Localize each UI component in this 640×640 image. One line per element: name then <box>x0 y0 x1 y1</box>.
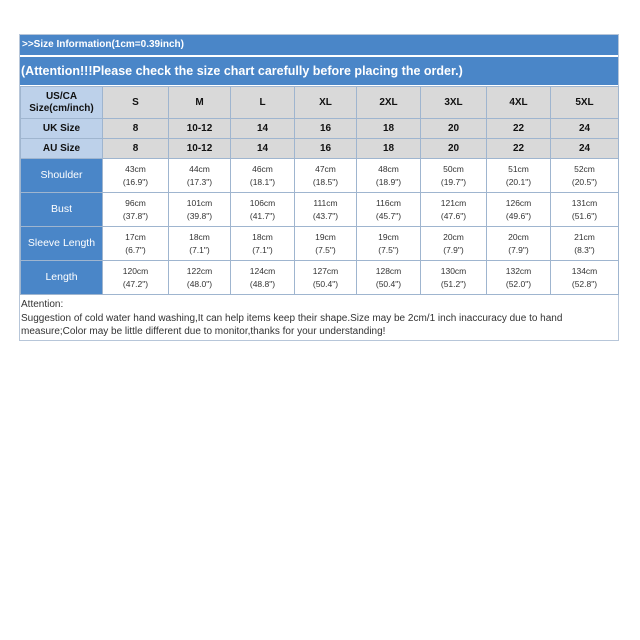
measure-label: Shoulder <box>21 159 103 193</box>
measure-cm: 127cm <box>312 265 339 276</box>
size-header-cell: L <box>231 87 295 119</box>
measure-cm: 43cm <box>125 163 146 174</box>
uk-size-cell: 8 <box>103 119 169 139</box>
note-body: Suggestion of cold water hand washing,It can help items keep their shape.Size may be 2cm/1 inch inaccuracy due to hand measure;Color may be little different due to monitor,thanks for your understanding! <box>21 312 563 337</box>
size-header-cell: 5XL <box>551 87 619 119</box>
size-header-row <box>21 87 619 119</box>
measure-inch: (7.1") <box>189 244 210 255</box>
size-header-cell: 4XL <box>487 87 551 119</box>
measure-cell <box>357 261 421 295</box>
measure-cm: 116cm <box>376 197 401 208</box>
measure-inch: (16.9") <box>122 176 149 187</box>
measure-cell <box>487 261 551 295</box>
measure-inch: (47.2") <box>122 278 149 289</box>
measure-cm: 131cm <box>571 197 598 208</box>
measure-cm: 51cm <box>508 163 529 174</box>
measure-cm: 120cm <box>122 265 149 276</box>
uk-size-row <box>21 119 619 139</box>
measure-cell <box>231 159 295 193</box>
au-size-row <box>21 139 619 159</box>
measure-inch: (37.8") <box>122 210 149 221</box>
measure-cell <box>231 193 295 227</box>
measure-row <box>21 159 619 193</box>
measure-cell <box>421 261 487 295</box>
measure-cell <box>487 159 551 193</box>
measure-cm: 101cm <box>186 197 213 208</box>
us-size-label-text: US/CA Size(cm/inch) <box>29 90 94 114</box>
measure-cell <box>487 193 551 227</box>
measure-cm: 96cm <box>125 197 146 208</box>
measure-cm: 44cm <box>189 163 210 174</box>
measure-cell <box>357 193 421 227</box>
measure-inch: (39.8") <box>186 210 213 221</box>
measure-cell <box>103 193 169 227</box>
measure-cm: 130cm <box>440 265 467 276</box>
uk-size-cell: 24 <box>551 119 619 139</box>
measure-cell <box>421 193 487 227</box>
measure-cm: 132cm <box>505 265 532 276</box>
measure-cm: 52cm <box>574 163 595 174</box>
measure-cm: 48cm <box>378 163 399 174</box>
measure-cell <box>169 159 231 193</box>
measure-inch: (7.1") <box>252 244 273 255</box>
uk-size-cell: 16 <box>295 119 357 139</box>
au-size-cell: 8 <box>103 139 169 159</box>
measure-inch: (18.5") <box>312 176 339 187</box>
measure-cell <box>551 193 619 227</box>
measure-cm: 19cm <box>378 231 399 242</box>
measure-cell <box>295 193 357 227</box>
measure-label: Sleeve Length <box>21 227 103 261</box>
measure-cm: 126cm <box>505 197 532 208</box>
measure-inch: (50.4") <box>375 278 402 289</box>
size-header-cell: M <box>169 87 231 119</box>
measure-cm: 18cm <box>252 231 273 242</box>
measure-inch: (51.6") <box>571 210 598 221</box>
measure-inch: (17.3") <box>186 176 213 187</box>
measure-cell <box>103 261 169 295</box>
measure-inch: (8.3") <box>574 244 595 255</box>
measure-inch: (20.5") <box>571 176 598 187</box>
size-chart <box>19 34 619 341</box>
size-header-cell: 2XL <box>357 87 421 119</box>
measure-cm: 18cm <box>189 231 210 242</box>
measure-cell <box>231 261 295 295</box>
measure-inch: (20.1") <box>505 176 532 187</box>
measure-inch: (6.7") <box>125 244 146 255</box>
au-size-cell: 22 <box>487 139 551 159</box>
measure-cell <box>169 193 231 227</box>
measure-cell <box>169 227 231 261</box>
measure-cell <box>551 261 619 295</box>
size-header-cell: 3XL <box>421 87 487 119</box>
measure-cm: 20cm <box>443 231 464 242</box>
size-header-cell: XL <box>295 87 357 119</box>
measure-cell <box>421 159 487 193</box>
measure-inch: (48.0") <box>186 278 213 289</box>
measure-cell <box>295 261 357 295</box>
measure-label: Bust <box>21 193 103 227</box>
size-header-cell: S <box>103 87 169 119</box>
measure-cell <box>295 227 357 261</box>
measure-inch: (7.5") <box>378 244 399 255</box>
measure-cm: 46cm <box>252 163 273 174</box>
au-size-cell: 14 <box>231 139 295 159</box>
uk-size-cell: 22 <box>487 119 551 139</box>
au-size-cell: 24 <box>551 139 619 159</box>
measure-inch: (7.9") <box>508 244 529 255</box>
measure-inch: (7.9") <box>443 244 464 255</box>
uk-size-cell: 20 <box>421 119 487 139</box>
measure-cell <box>357 227 421 261</box>
measure-inch: (50.4") <box>312 278 339 289</box>
measure-cm: 106cm <box>249 197 276 208</box>
measure-inch: (45.7") <box>375 210 402 221</box>
us-size-label <box>21 87 103 119</box>
measure-cell <box>295 159 357 193</box>
measure-inch: (51.2") <box>440 278 467 289</box>
measure-cell <box>231 227 295 261</box>
attention-banner: (Attention!!!Please check the size chart carefully before placing the order.) <box>20 57 618 85</box>
measure-inch: (48.8") <box>249 278 276 289</box>
measure-cm: 128cm <box>375 265 402 276</box>
measure-inch: (52.8") <box>571 278 598 289</box>
measure-cell <box>169 261 231 295</box>
measure-cm: 124cm <box>249 265 276 276</box>
measure-cell <box>103 159 169 193</box>
au-size-cell: 10-12 <box>169 139 231 159</box>
measure-cm: 121cm <box>440 197 467 208</box>
measure-cm: 47cm <box>315 163 336 174</box>
measure-cm: 17cm <box>125 231 146 242</box>
measure-inch: (18.1") <box>249 176 276 187</box>
size-table <box>20 86 619 295</box>
uk-size-cell: 18 <box>357 119 421 139</box>
measure-cm: 111cm <box>313 197 338 208</box>
size-info-banner: >>Size Information(1cm=0.39inch) <box>20 35 618 55</box>
measure-cm: 21cm <box>574 231 595 242</box>
attention-note <box>21 298 617 339</box>
measure-row <box>21 227 619 261</box>
measure-cm: 20cm <box>508 231 529 242</box>
au-size-cell: 20 <box>421 139 487 159</box>
measure-label: Length <box>21 261 103 295</box>
uk-size-cell: 10-12 <box>169 119 231 139</box>
note-title: Attention: <box>21 299 64 310</box>
measure-cell <box>103 227 169 261</box>
measure-inch: (52.0") <box>505 278 532 289</box>
measure-inch: (47.6") <box>440 210 467 221</box>
measure-cell <box>421 227 487 261</box>
measure-cell <box>357 159 421 193</box>
measure-cm: 134cm <box>571 265 598 276</box>
measure-inch: (18.9") <box>375 176 402 187</box>
measure-inch: (43.7") <box>312 210 339 221</box>
au-size-label: AU Size <box>21 139 103 159</box>
measure-inch: (19.7") <box>440 176 467 187</box>
measure-inch: (41.7") <box>249 210 276 221</box>
uk-size-label: UK Size <box>21 119 103 139</box>
measure-cell <box>487 227 551 261</box>
measure-cell <box>551 159 619 193</box>
measure-cm: 19cm <box>315 231 336 242</box>
au-size-cell: 18 <box>357 139 421 159</box>
measure-row <box>21 193 619 227</box>
measure-cell <box>551 227 619 261</box>
measure-inch: (7.5") <box>315 244 336 255</box>
measure-inch: (49.6") <box>505 210 532 221</box>
uk-size-cell: 14 <box>231 119 295 139</box>
measure-row <box>21 261 619 295</box>
measure-cm: 122cm <box>186 265 213 276</box>
measure-cm: 50cm <box>443 163 464 174</box>
au-size-cell: 16 <box>295 139 357 159</box>
